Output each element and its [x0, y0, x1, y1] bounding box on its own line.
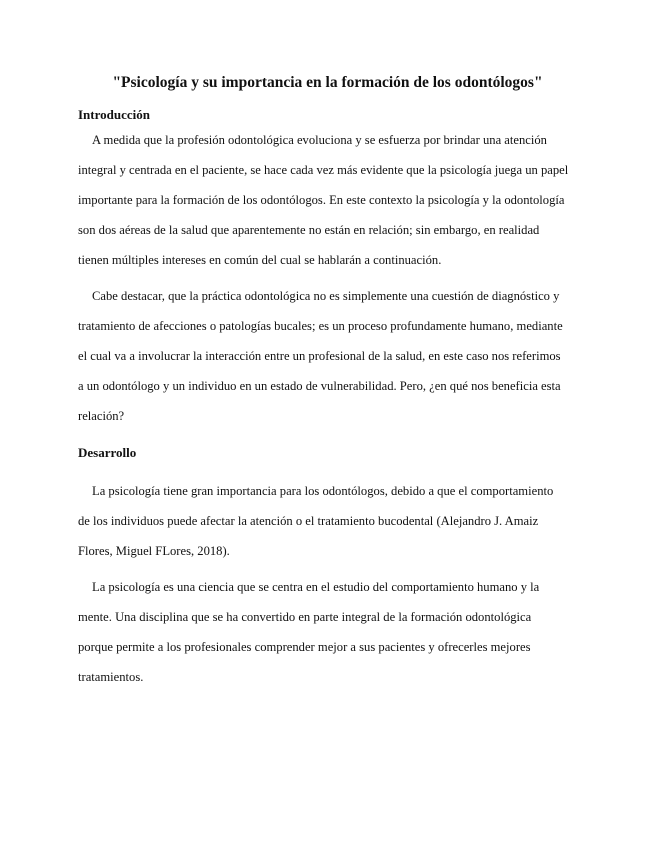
paragraph-line: La psicología tiene gran importancia para los odontólogos, debido a que el comportamiento	[92, 484, 554, 498]
paragraph-line: Flores, Miguel FLores, 2018).	[78, 544, 230, 558]
paragraph-line: tratamientos.	[78, 670, 144, 684]
paragraph-intro-1	[78, 132, 583, 282]
paragraph-dev-2	[78, 579, 583, 699]
paragraph-dev-1	[78, 483, 583, 573]
paragraph-line: La psicología es una ciencia que se centra en el estudio del comportamiento humano y la	[92, 580, 540, 594]
paragraph-line: de los individuos puede afectar la atención o el tratamiento bucodental (Alejandro J. Amaiz	[78, 514, 539, 528]
paragraph-line: porque permite a los profesionales comprender mejor a sus pacientes y ofrecerles mejores	[78, 640, 531, 654]
paragraph-line: relación?	[78, 409, 125, 423]
paragraph-line: tienen múltiples intereses en común del cual se hablarán a continuación.	[78, 253, 442, 267]
paragraph-line: Cabe destacar, que la práctica odontológica no es simplemente una cuestión de diagnóstico y	[92, 289, 560, 303]
paragraph-line: A medida que la profesión odontológica evoluciona y se esfuerza por brindar una atención	[92, 133, 547, 147]
paragraph-line: importante para la formación de los odontólogos. En este contexto la psicología y la odontología	[78, 193, 565, 207]
paragraph-line: el cual va a involucrar la interacción entre un profesional de la salud, en este caso nos referimos	[78, 349, 561, 363]
section-heading-desarrollo: Desarrollo	[78, 445, 137, 460]
paragraph-line: mente. Una disciplina que se ha convertido en parte integral de la formación odontológica	[78, 610, 532, 624]
paragraph-line: a un odontólogo y un individuo en un estado de vulnerabilidad. Pero, ¿en qué nos beneficia esta	[78, 379, 561, 393]
document-title: "Psicología y su importancia en la formación de los odontólogos"	[112, 74, 543, 91]
section-heading-introduccion: Introducción	[78, 107, 150, 122]
paragraph-intro-2	[78, 288, 583, 438]
paragraph-line: son dos aéreas de la salud que aparentemente no están en relación; sin embargo, en realidad	[78, 223, 540, 237]
paragraph-line: tratamiento de afecciones o patologías bucales; es un proceso profundamente humano, mediante	[78, 319, 563, 333]
paragraph-line: integral y centrada en el paciente, se hace cada vez más evidente que la psicología juega un papel	[78, 163, 569, 177]
